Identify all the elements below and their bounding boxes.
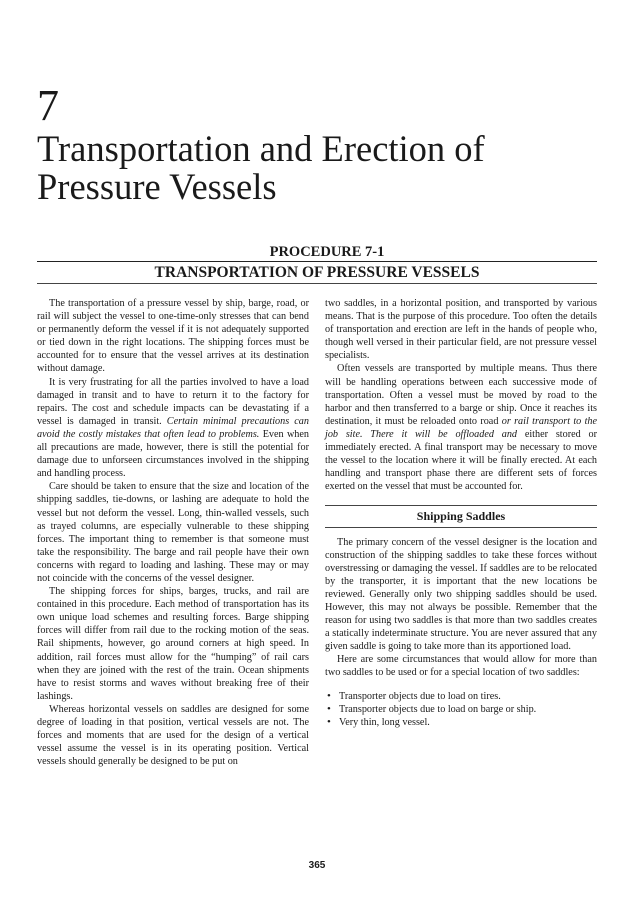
section-heading: Shipping Saddles: [416, 509, 506, 524]
chapter-title-line: Transportation and Erection of: [37, 128, 485, 169]
paragraph: [37, 376, 309, 481]
paragraph: Whereas horizontal vessels on saddles are designed for some degree of loading in that position, vertical vessels are not. The forces and moments that are used for the design of a vertical vessel assume the vessel is in its operating position. Vertical vessels should generally be designed to be put on: [37, 703, 309, 768]
bullet-list: [325, 690, 597, 729]
divider: [37, 283, 597, 284]
paragraph: The primary concern of the vessel designer is the location and construction of the shipping saddles to take these forces without overstressing or damaging the vessel. If saddles are to be relocated by the transporter, it is important that the new locations be reviewed. Generally only two shipping saddles should be used. However, this may not always be possible. Remember that the reason for using two saddles is that more than two saddles creates a statically indeterminate structure. You are never assured that any given saddle is going to take more than its apportioned load.: [325, 536, 597, 653]
divider: [325, 505, 597, 506]
italic-emphasis: or rail transport to the job site. There it will be offloaded and: [325, 415, 598, 440]
chapter-number: 7: [37, 81, 59, 130]
paragraph: The shipping forces for ships, barges, trucks, and rail are contained in this procedure. Each method of transportation has its own unique load schemes and resulting forces. Barge shipping forces will differ from rail due to the rocking motion of the seas. Rail shipments, however, go around corners at high speed. In addition, rail forces must allow for the “humping” of rail cars when they are joined with the rest of the train. Ocean shipments have to resist storms and waves without breaking free of their lashings.: [37, 586, 309, 702]
page-number: 365: [308, 860, 326, 871]
paragraph: The transportation of a pressure vessel by ship, barge, road, or rail will subject the vessel to one-time-only stresses that can bend or permanently deform the vessel if it is not adequately supported or tied down in the right locations. The shipping forces must be accounted for to ensure that the vessel arrives at its destination without damage.: [37, 298, 309, 375]
italic-emphasis: Certain minimal precautions can avoid the costly mistakes that often lead to problems.: [37, 415, 309, 440]
paragraph-text: It is very frustrating for all the parties involved to have a load damaged in transit and to have to return it to the factory for repairs. The cost and schedule impacts can be devastating if a vessel is damaged in transit.: [37, 376, 309, 427]
paragraph: Here are some circumstances that would allow for more than two saddles to be used or for a special location of two saddles:: [325, 654, 597, 679]
chapter-title-line: Pressure Vessels: [37, 166, 277, 207]
paragraph: Care should be taken to ensure that the size and location of the shipping saddles, tie-downs, or lashing are adequate to hold the vessel but not deform the vessel. Long, thin-walled vessels, such as trayed columns, are especially vulnerable to these shipping forces. The important thing to remember is that someone must take the responsibility. The barge and rail people have their own concerns with regard to loading and lashing. These may or may not coincide with the concerns of the vessel designer.: [37, 481, 309, 584]
left-column: [37, 297, 309, 768]
bullet-item: • Transporter objects due to load on tires.: [325, 690, 597, 703]
paragraph-text: Even when all precautions are made, however, there is still the potential for damage due to unforseen circumstances involved in the shipping and handling process.: [37, 428, 310, 480]
paragraph: two saddles, in a horizontal position, and transported by various means. That is the purpose of this procedure. Too often the details of transportation and erection are left in the hands of people who, though well versed in their particular field, are not pressure vessel specialists.: [325, 298, 597, 362]
paragraph-text: Often vessels are transported by multiple means. Thus there will be handling operations between each successive mode of transportation. Often a vessel must be moved by road to the harbor and then transferred to a barge or ship. Once it reaches its destination, it must be reloaded onto road: [325, 363, 597, 427]
divider: [325, 527, 597, 528]
right-column: [325, 297, 597, 729]
bullet-item: • Transporter objects due to load on barge or ship.: [325, 703, 597, 716]
procedure-title: TRANSPORTATION OF PRESSURE VESSELS: [154, 264, 480, 281]
paragraph: [325, 362, 597, 493]
procedure-label: PROCEDURE 7-1: [269, 244, 385, 260]
paragraph-text: either stored or immediately erected. A final transport may be necessary to move the vessel to the location where it will be finally erected. At each handling and transport phase there are different sets of forces exerted on the vessel that must be accounted for.: [325, 428, 597, 493]
divider: [37, 261, 597, 262]
bullet-item: • Very thin, long vessel.: [325, 716, 597, 729]
chapter-title: [37, 130, 617, 206]
